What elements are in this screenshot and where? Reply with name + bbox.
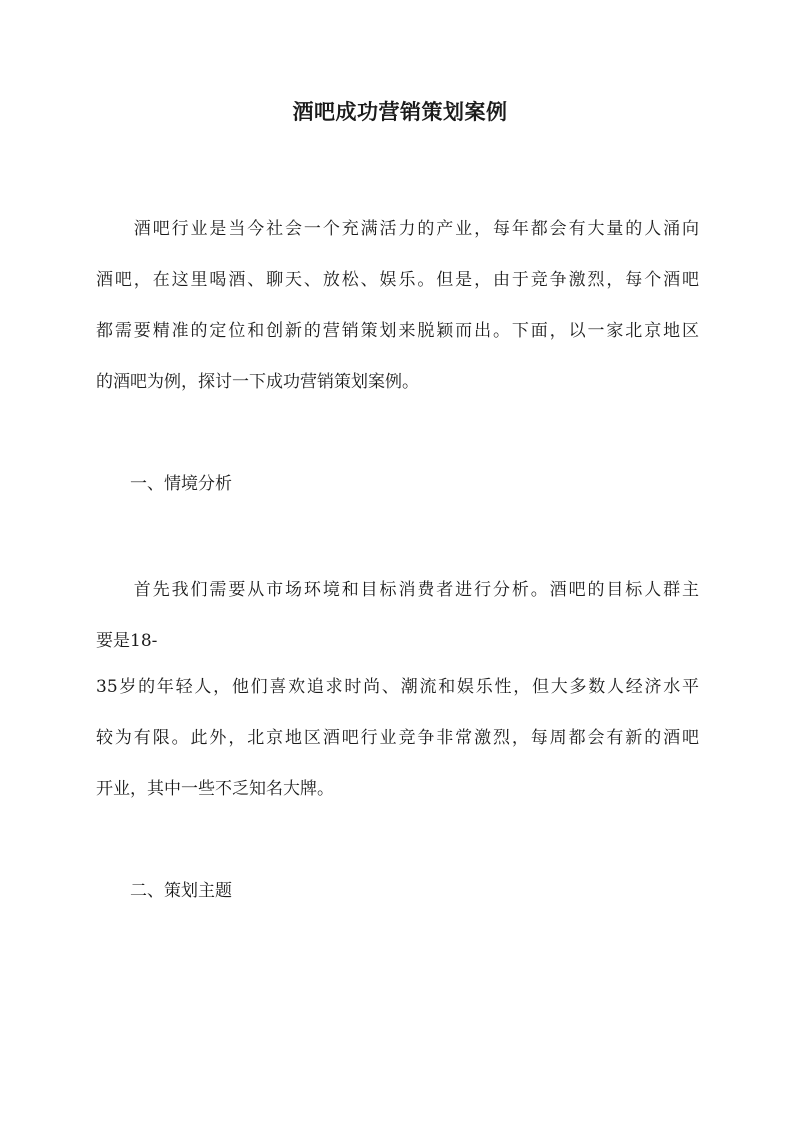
section1-line-2: 要是18- (96, 631, 158, 651)
section1-line-4: 较为有限。此外，北京地区酒吧行业竞争非常激烈，每周都会有新的酒吧 (96, 728, 699, 748)
section2-heading: 二、策划主题 (96, 881, 232, 901)
section1-line-1: 首先我们需要从市场环境和目标消费者进行分析。酒吧的目标人群主 (96, 580, 699, 600)
section1-heading: 一、情境分析 (96, 474, 232, 494)
section1-line-5: 开业，其中一些不乏知名大牌。 (96, 779, 334, 799)
section1-line-3: 35岁的年轻人，他们喜欢追求时尚、潮流和娱乐性，但大多数人经济水平 (96, 677, 699, 697)
document-title: 酒吧成功营销策划案例 (292, 99, 508, 124)
intro-line-4: 的酒吧为例，探讨一下成功营销策划案例。 (96, 372, 419, 392)
intro-line-2: 酒吧，在这里喝酒、聊天、放松、娱乐。但是，由于竞争激烈，每个酒吧 (96, 270, 699, 290)
intro-line-3: 都需要精准的定位和创新的营销策划来脱颖而出。下面，以一家北京地区 (96, 321, 699, 341)
intro-line-1: 酒吧行业是当今社会一个充满活力的产业，每年都会有大量的人涌向 (96, 219, 699, 239)
